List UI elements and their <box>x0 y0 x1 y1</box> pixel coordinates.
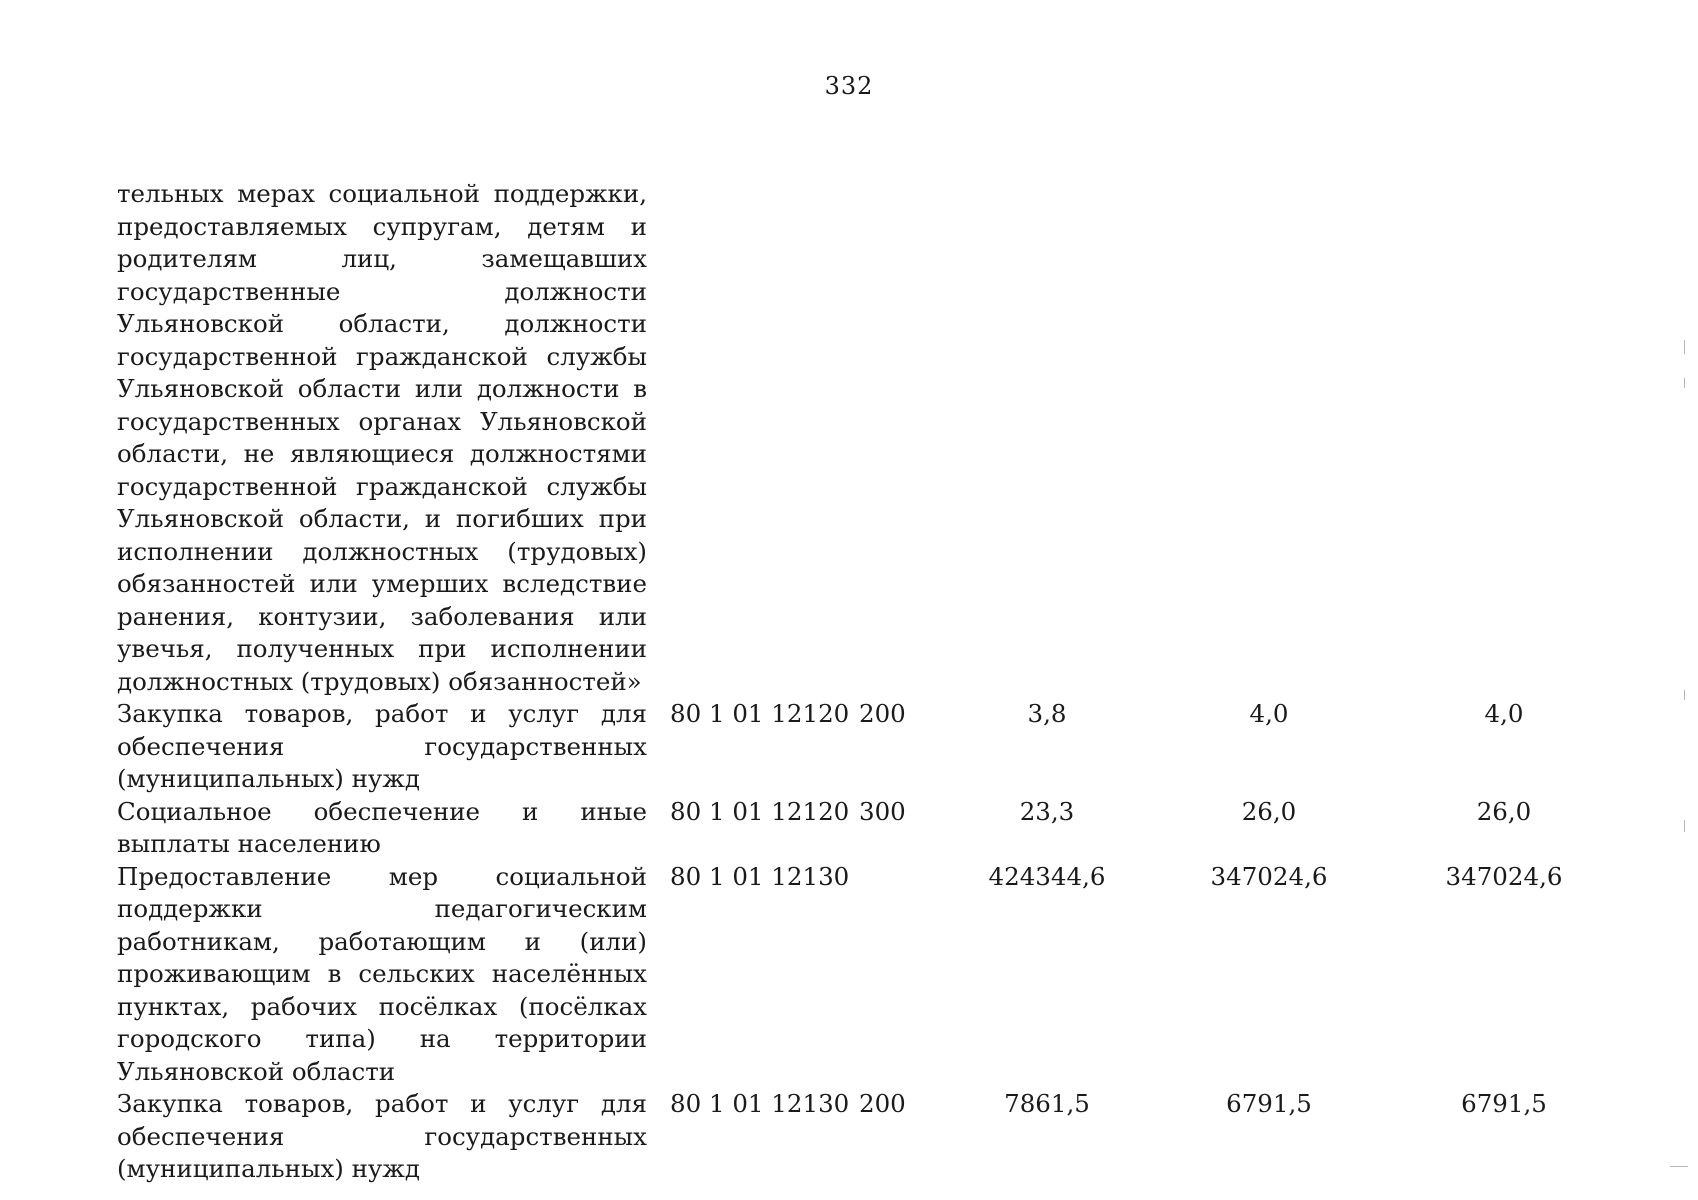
row-value-2: 6791,5 <box>1226 1089 1312 1118</box>
row-code: 80 1 01 12120 <box>670 699 850 728</box>
row-value-3: 6791,5 <box>1461 1089 1547 1118</box>
row-code: 80 1 01 12130 <box>670 1089 850 1118</box>
row-value-3: 347024,6 <box>1445 861 1563 891</box>
row-expense-type: 300 <box>859 796 906 826</box>
row-value-1: 7861,5 <box>1004 1089 1090 1118</box>
table-row <box>117 796 1577 861</box>
scan-artifact <box>1670 1166 1688 1167</box>
row-value-1: 424344,6 <box>988 861 1106 891</box>
row-value-3: 26,0 <box>1476 796 1532 826</box>
page-number: 332 <box>824 72 874 100</box>
budget-table <box>117 178 1577 1186</box>
row-value-1: 23,3 <box>1019 796 1075 826</box>
row-value-2: 347024,6 <box>1210 861 1328 891</box>
row-value-3: 4,0 <box>1484 699 1524 728</box>
table-row <box>117 1088 1577 1186</box>
scan-artifact <box>1684 690 1685 700</box>
table-row <box>117 861 1577 1089</box>
row-expense-type: 200 <box>859 1089 906 1118</box>
row-code: 80 1 01 12130 <box>670 861 850 891</box>
table-row <box>117 698 1577 796</box>
row-value-2: 26,0 <box>1241 796 1297 826</box>
row-value-1: 3,8 <box>1027 699 1067 728</box>
row-description: тельных мерах социальной поддержки, предоставляемых супругам, детям и родителям лиц, замещавших государственные должности Ульяновской области, должности государственной гражданской службы Ульяновской области или должности в государственных органах Ульяновской области, не являющиеся должностями государственной гражданской службы Ульяновской области, и погибших при исполнении должностных (трудовых) обязанностей или умерших вследствие ранения, контузии, заболевания или увечья, полученных при исполнении должностных (трудовых) обязанностей» <box>117 179 647 696</box>
scan-artifact <box>1684 340 1685 354</box>
row-code: 80 1 01 12120 <box>670 796 850 826</box>
table-row <box>117 178 1577 698</box>
row-value-2: 4,0 <box>1249 699 1289 728</box>
scan-artifact <box>1684 378 1685 388</box>
scan-artifact <box>1684 820 1685 832</box>
row-expense-type: 200 <box>859 699 906 728</box>
row-description: Закупка товаров, работ и услуг для обеспечения государственных (муниципальных) нужд <box>117 699 647 793</box>
row-description: Предоставление мер социальной поддержки педагогическим работникам, работающим и (или) проживающим в сельских населённых пунктах, рабочих посёлках (посёлках городского типа) на территории Ульяновской области <box>117 861 647 1086</box>
row-description: Социальное обеспечение и иные выплаты населению <box>117 796 647 858</box>
row-description: Закупка товаров, работ и услуг для обеспечения государственных (муниципальных) нужд <box>117 1089 647 1183</box>
